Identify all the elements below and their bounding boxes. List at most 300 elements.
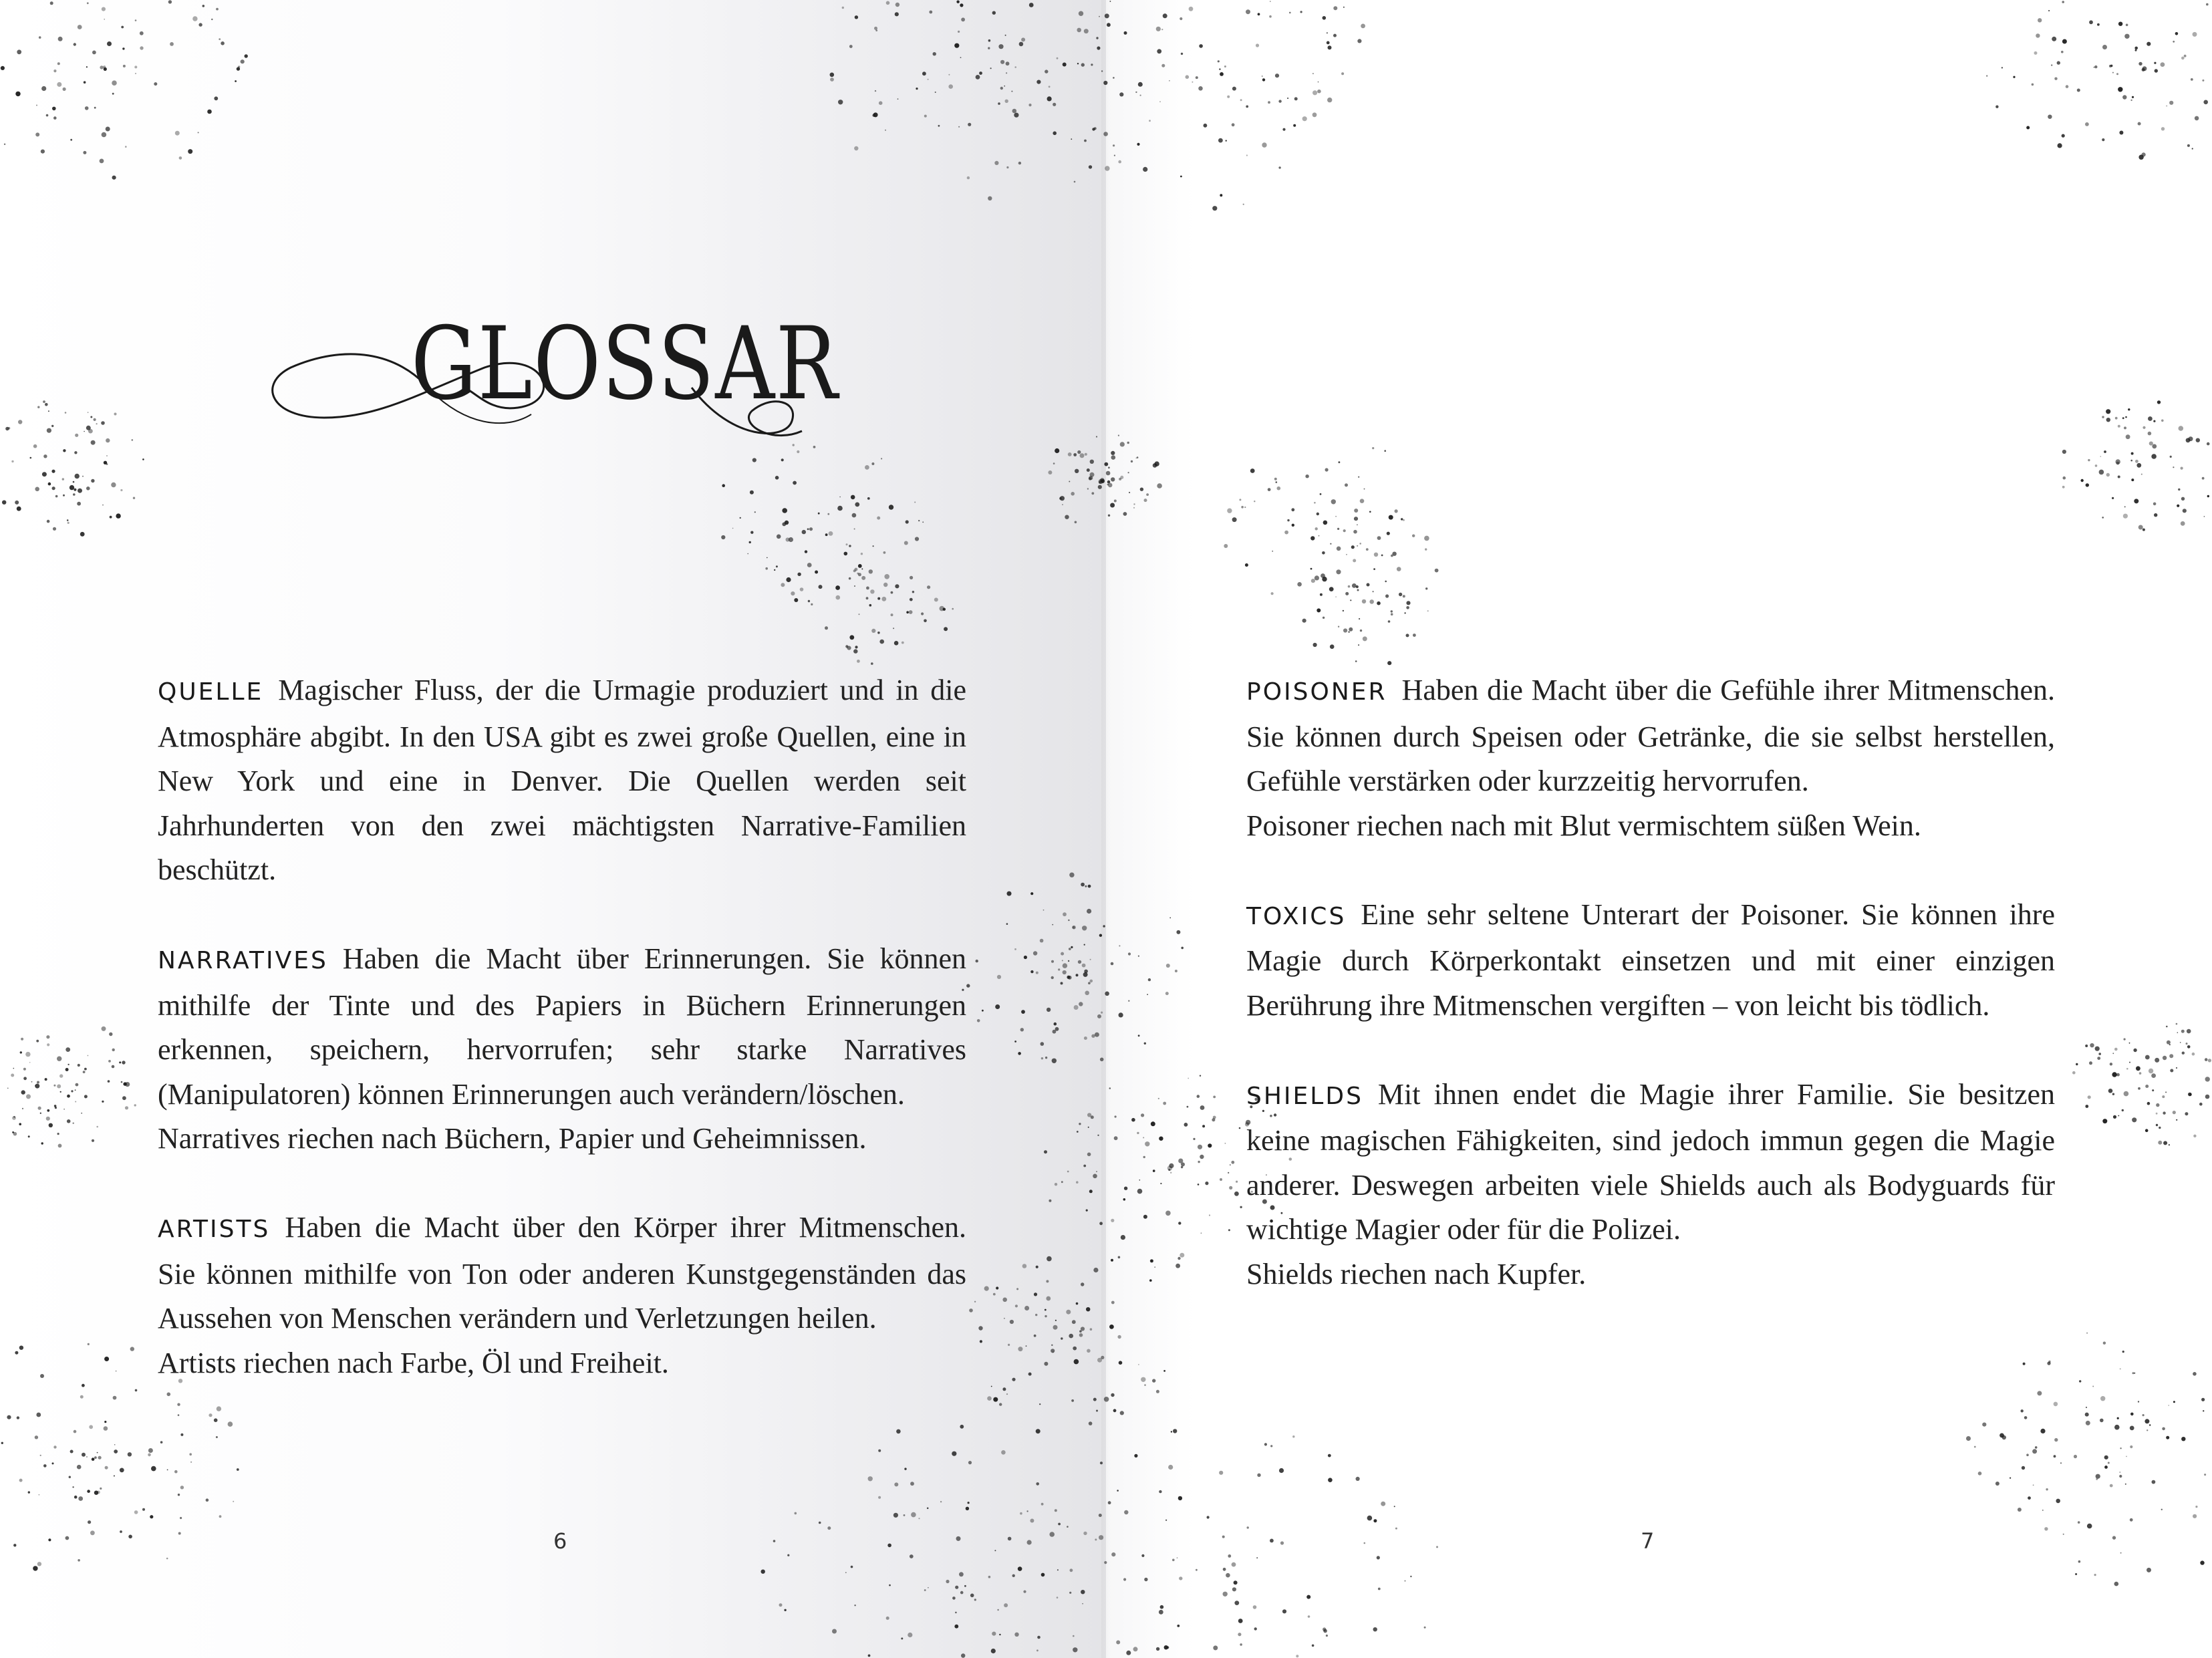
speckle-dot <box>914 502 916 503</box>
speckle-dot <box>78 1064 80 1067</box>
speckle-dot <box>2166 1436 2169 1439</box>
speckle-dot <box>53 116 57 120</box>
speckle-dot <box>966 1507 969 1510</box>
speckle-dot <box>1044 1150 1047 1153</box>
speckle-dot <box>1359 543 1361 545</box>
speckle-dot <box>1262 78 1265 81</box>
speckle-dot <box>67 1095 70 1098</box>
speckle-dot <box>1082 1603 1083 1605</box>
speckle-dot <box>46 1117 50 1121</box>
speckle-dot <box>2122 1109 2124 1111</box>
speckle-dot <box>883 551 886 554</box>
speckle-dot <box>847 646 851 650</box>
speckle-dot <box>63 495 65 497</box>
speckle-dot <box>982 1010 984 1012</box>
speckle-dot <box>1063 963 1067 968</box>
speckle-dot <box>1147 994 1148 995</box>
speckle-dot <box>849 635 854 640</box>
speckle-dot <box>2155 69 2158 72</box>
speckle-dot <box>1002 1387 1006 1391</box>
speckle-dot <box>2124 506 2126 507</box>
speckle-dot <box>1291 508 1294 511</box>
speckle-dot <box>1244 507 1246 508</box>
speckle-dot <box>921 612 924 615</box>
speckle-dot <box>47 1109 49 1112</box>
speckle-dot <box>954 43 959 48</box>
speckle-dot <box>773 1540 776 1542</box>
speckle-dot <box>31 1081 33 1083</box>
speckle-dot <box>1062 504 1063 505</box>
speckle-dot <box>785 521 789 525</box>
speckle-dot <box>865 465 869 470</box>
speckle-dot <box>91 479 94 482</box>
speckle-dot <box>1189 7 1194 11</box>
speckle-dot <box>1053 132 1057 136</box>
speckle-dot <box>887 1544 891 1548</box>
speckle-dot <box>918 1518 920 1519</box>
speckle-dot <box>1029 3 1034 7</box>
speckle-dot <box>1138 82 1143 87</box>
speckle-dot <box>1062 960 1063 961</box>
entry-extra: Narratives riechen nach Büchern, Papier und Geheimnissen. <box>158 1122 867 1155</box>
speckle-dot <box>78 1496 83 1501</box>
speckle-dot <box>938 125 940 127</box>
speckle-dot <box>2112 497 2114 499</box>
speckle-dot <box>1111 962 1114 966</box>
speckle-dot <box>1201 1232 1202 1234</box>
speckle-dot <box>1067 1171 1069 1173</box>
speckle-dot <box>1360 630 1362 632</box>
speckle-dot <box>53 527 56 531</box>
speckle-dot <box>1030 1519 1034 1523</box>
entry-body: Haben die Macht über Erinnerungen. Sie können mithilfe der Tinte und des Papiers in Büchern Erinnerungen erkennen, speichern, hervorrufen; sehr starke Narratives (Manipulatoren) können Erinnerungen auch verändern/löschen. <box>158 942 966 1111</box>
speckle-dot <box>1369 511 1371 513</box>
speckle-dot <box>881 458 882 459</box>
speckle-dot <box>2106 473 2110 476</box>
speckle-dot <box>1350 599 1351 601</box>
speckle-dot <box>912 591 914 593</box>
speckle-dot <box>1241 506 1244 509</box>
speckle-dot <box>21 1038 23 1041</box>
speckle-dot <box>1353 530 1357 534</box>
speckle-dot <box>2142 529 2145 531</box>
speckle-dot <box>2056 1499 2060 1504</box>
speckle-dot <box>819 1522 821 1524</box>
speckle-dot <box>112 80 117 86</box>
speckle-dot <box>868 1655 871 1657</box>
speckle-dot <box>43 1464 47 1468</box>
speckle-dot <box>1137 1132 1139 1134</box>
speckle-dot <box>188 149 192 154</box>
speckle-dot <box>2138 122 2141 126</box>
speckle-dot <box>916 88 918 90</box>
speckle-dot <box>1213 1645 1218 1650</box>
speckle-dot <box>106 438 110 442</box>
speckle-dot <box>2181 57 2185 60</box>
speckle-dot <box>1135 92 1137 93</box>
speckle-dot <box>870 589 874 593</box>
speckle-dot <box>1234 1601 1239 1605</box>
speckle-dot <box>786 577 791 582</box>
speckle-dot <box>1111 451 1115 455</box>
speckle-dot <box>968 123 971 126</box>
speckle-dot <box>786 537 790 541</box>
speckle-dot <box>857 660 860 663</box>
speckle-dot <box>2110 65 2113 67</box>
speckle-dot <box>23 1068 26 1071</box>
speckle-dot <box>151 1466 156 1472</box>
speckle-dot <box>1327 41 1330 45</box>
speckle-dot <box>2028 1496 2031 1500</box>
speckle-dot <box>1319 535 1320 537</box>
speckle-dot <box>1343 610 1344 611</box>
speckle-dot <box>1054 1022 1057 1026</box>
speckle-dot <box>830 78 834 82</box>
speckle-dot <box>2102 138 2104 141</box>
speckle-dot <box>2173 1401 2175 1403</box>
speckle-dot <box>1226 140 1227 141</box>
speckle-dot <box>1096 37 1098 39</box>
speckle-dot <box>42 472 47 476</box>
speckle-dot <box>1027 1540 1032 1544</box>
speckle-dot <box>180 1517 182 1519</box>
speckle-dot <box>75 434 78 437</box>
speckle-dot <box>1372 447 1374 449</box>
speckle-dot <box>94 107 96 109</box>
speckle-dot <box>1425 587 1427 589</box>
speckle-dot <box>1099 1514 1102 1517</box>
speckle-dot <box>1069 481 1070 482</box>
speckle-dot <box>2202 477 2205 480</box>
speckle-dot <box>2058 143 2062 148</box>
speckle-dot <box>2176 1067 2177 1069</box>
speckle-dot <box>2161 420 2164 422</box>
speckle-dot <box>825 533 828 536</box>
speckle-dot <box>2135 49 2137 51</box>
speckle-dot <box>1113 77 1115 79</box>
speckle-dot <box>2035 1446 2038 1449</box>
speckle-dot <box>749 541 751 543</box>
speckle-dot <box>102 7 106 11</box>
speckle-dot <box>1127 442 1129 444</box>
speckle-dot <box>2207 495 2209 497</box>
speckle-dot <box>1330 543 1331 545</box>
speckle-dot <box>2145 1055 2150 1060</box>
speckle-dot <box>2078 1521 2080 1524</box>
speckle-dot <box>104 1426 108 1431</box>
speckle-dot <box>2203 100 2208 105</box>
speckle-dot <box>1180 17 1182 20</box>
speckle-dot <box>1030 892 1033 895</box>
speckle-dot <box>108 1060 111 1063</box>
speckle-dot <box>988 196 992 200</box>
speckle-dot <box>104 1421 106 1423</box>
speckle-dot <box>2094 1574 2096 1576</box>
speckle-dot <box>43 400 45 403</box>
glossary-entry-poisoner <box>1246 668 2055 848</box>
speckle-dot <box>2133 1049 2136 1052</box>
speckle-dot <box>15 501 19 505</box>
speckle-dot <box>1310 568 1312 570</box>
speckle-dot <box>2021 1409 2024 1412</box>
speckle-dot <box>781 458 784 461</box>
speckle-dot <box>53 1445 56 1448</box>
speckle-dot <box>120 489 122 491</box>
speckle-dot <box>1047 1008 1051 1012</box>
speckle-dot <box>2204 1474 2206 1476</box>
speckle-dot <box>1232 123 1235 126</box>
speckle-dot <box>1345 592 1349 595</box>
speckle-dot <box>1021 1010 1025 1014</box>
speckle-dot <box>996 1286 998 1289</box>
speckle-dot <box>35 487 39 492</box>
speckle-dot <box>784 1609 786 1611</box>
speckle-dot <box>1014 948 1016 950</box>
speckle-dot <box>2132 1117 2136 1122</box>
speckle-dot <box>2086 1407 2087 1408</box>
speckle-dot <box>893 628 894 629</box>
speckle-dot <box>2182 1052 2185 1055</box>
speckle-dot <box>1088 885 1091 888</box>
speckle-dot <box>1016 1288 1018 1290</box>
speckle-dot <box>861 568 863 569</box>
speckle-dot <box>1337 547 1341 551</box>
speckle-dot <box>1302 619 1306 623</box>
speckle-dot <box>1099 934 1102 937</box>
speckle-dot <box>1149 120 1151 122</box>
speckle-dot <box>2130 1518 2133 1522</box>
speckle-dot <box>935 92 936 93</box>
speckle-dot <box>25 1052 30 1057</box>
speckle-dot <box>1121 1235 1125 1240</box>
speckle-dot <box>2119 1475 2122 1478</box>
speckle-dot <box>825 626 828 630</box>
speckle-dot <box>844 552 848 556</box>
speckle-dot <box>1213 1096 1216 1099</box>
speckle-dot <box>2136 463 2141 468</box>
speckle-dot <box>2161 1509 2163 1510</box>
speckle-dot <box>954 1625 958 1629</box>
speckle-dot <box>1091 63 1093 65</box>
speckle-dot <box>978 1326 982 1330</box>
speckle-dot <box>219 38 221 40</box>
speckle-dot <box>895 12 899 16</box>
speckle-dot <box>991 1649 996 1653</box>
speckle-dot <box>2149 1069 2153 1073</box>
speckle-dot <box>1053 103 1056 106</box>
speckle-dot <box>1143 1215 1147 1219</box>
speckle-dot <box>1079 1330 1082 1333</box>
speckle-dot <box>1373 568 1375 570</box>
speckle-dot <box>1084 29 1089 33</box>
speckle-dot <box>2180 1042 2181 1043</box>
speckle-dot <box>1015 1304 1018 1307</box>
speckle-dot <box>910 1482 914 1486</box>
speckle-dot <box>1081 63 1085 66</box>
speckle-dot <box>1268 101 1270 104</box>
speckle-dot <box>1427 610 1429 611</box>
speckle-dot <box>2102 416 2104 418</box>
speckle-dot <box>2118 425 2120 428</box>
speckle-dot <box>910 598 913 601</box>
speckle-dot <box>1159 1610 1163 1615</box>
speckle-dot <box>57 1057 61 1061</box>
speckle-dot <box>894 641 899 646</box>
speckle-dot <box>189 1453 192 1456</box>
speckle-dot <box>1090 1328 1093 1331</box>
speckle-dot <box>54 1105 57 1107</box>
speckle-dot <box>1245 563 1248 567</box>
speckle-dot <box>877 597 880 600</box>
speckle-dot <box>1323 1629 1327 1633</box>
speckle-dot <box>1051 976 1054 979</box>
speckle-dot <box>1238 1633 1241 1636</box>
speckle-dot <box>1057 1597 1059 1599</box>
speckle-dot <box>78 25 82 29</box>
speckle-dot <box>1154 461 1159 466</box>
speckle-dot <box>1084 1037 1087 1040</box>
speckle-dot <box>948 74 950 76</box>
speckle-dot <box>1090 460 1094 464</box>
speckle-dot <box>233 1501 234 1502</box>
speckle-dot <box>2179 426 2184 431</box>
speckle-dot <box>37 1081 39 1084</box>
speckle-dot <box>879 640 884 644</box>
speckle-dot <box>1312 73 1314 74</box>
speckle-dot <box>1105 992 1109 996</box>
speckle-dot <box>1171 1431 1172 1432</box>
speckle-dot <box>2169 1144 2170 1145</box>
speckle-dot <box>1109 1325 1114 1329</box>
speckle-dot <box>960 3 963 7</box>
speckle-dot <box>36 105 37 106</box>
speckle-dot <box>154 82 157 86</box>
speckle-dot <box>2134 47 2138 50</box>
speckle-dot <box>952 1597 956 1600</box>
speckle-dot <box>1000 87 1003 90</box>
speckle-dot <box>83 151 86 154</box>
speckle-dot <box>2033 1484 2034 1486</box>
speckle-dot <box>1170 1172 1171 1173</box>
speckle-dot <box>58 1144 62 1148</box>
speckle-dot <box>998 44 1003 49</box>
speckle-dot <box>108 1080 110 1083</box>
speckle-dot <box>842 7 844 9</box>
speckle-dot <box>1218 138 1223 143</box>
speckle-dot <box>1049 1200 1051 1202</box>
speckle-dot <box>101 421 105 425</box>
speckle-dot <box>41 150 45 154</box>
speckle-dot <box>2167 1041 2171 1045</box>
speckle-dot <box>2199 1103 2203 1106</box>
speckle-dot <box>175 131 180 136</box>
speckle-dot <box>955 1612 957 1614</box>
speckle-dot <box>1157 483 1162 489</box>
entry-body: Magischer Fluss, der die Urmagie produziert und in die Atmosphäre abgibt. In den USA gibt es zwei große Quellen, eine in New York und eine in Denver. Die Quellen werden seit Jahrhunderten von den zwei mächtigsten Narrative-Familien beschützt. <box>158 674 966 886</box>
speckle-dot <box>1181 53 1183 55</box>
speckle-dot <box>2205 1058 2208 1061</box>
speckle-dot <box>19 1123 21 1125</box>
speckle-dot <box>67 522 70 524</box>
speckle-dot <box>1141 1377 1145 1382</box>
speckle-dot <box>122 1061 125 1064</box>
speckle-dot <box>1091 1115 1094 1119</box>
speckle-dot <box>1329 587 1334 591</box>
speckle-dot <box>918 520 920 521</box>
speckle-dot <box>960 57 962 58</box>
speckle-dot <box>1232 1587 1236 1591</box>
speckle-dot <box>861 576 865 580</box>
speckle-dot <box>1179 1576 1182 1580</box>
speckle-dot <box>906 520 909 523</box>
speckle-dot <box>901 1637 903 1639</box>
speckle-dot <box>1124 31 1127 35</box>
speckle-dot <box>851 1566 853 1568</box>
speckle-dot <box>1106 471 1111 476</box>
speckle-dot <box>2100 456 2102 457</box>
speckle-dot <box>1073 1647 1077 1652</box>
speckle-dot <box>922 72 926 76</box>
speckle-dot <box>2077 89 2080 92</box>
speckle-dot <box>1111 1552 1115 1556</box>
speckle-dot <box>927 1508 929 1510</box>
speckle-dot <box>2207 442 2210 446</box>
speckle-dot <box>1086 1307 1090 1311</box>
entry-extra: Poisoner riechen nach mit Blut vermischtem süßen Wein. <box>1246 809 1921 842</box>
speckle-dot <box>2100 1396 2105 1401</box>
speckle-dot <box>1055 448 1059 453</box>
speckle-dot <box>1119 92 1123 96</box>
speckle-dot <box>179 156 182 160</box>
speckle-dot <box>1105 13 1109 18</box>
speckle-dot <box>1373 1627 1377 1631</box>
speckle-dot <box>178 1494 180 1496</box>
speckle-dot <box>1166 964 1170 968</box>
speckle-dot <box>55 495 58 498</box>
speckle-dot <box>2048 1361 2050 1363</box>
speckle-dot <box>211 19 213 20</box>
speckle-dot <box>1077 1131 1079 1133</box>
speckle-dot <box>76 1083 79 1087</box>
speckle-dot <box>2054 1455 2056 1458</box>
speckle-dot <box>2032 84 2034 86</box>
speckle-dot <box>2147 42 2151 46</box>
speckle-dot <box>1280 1541 1284 1544</box>
speckle-dot <box>1111 1259 1113 1262</box>
speckle-dot <box>1097 1358 1102 1363</box>
speckle-dot <box>1362 599 1366 603</box>
speckle-dot <box>1224 544 1228 548</box>
speckle-dot <box>28 1491 30 1493</box>
speckle-dot <box>121 1081 123 1083</box>
speckle-dot <box>48 410 49 412</box>
speckle-dot <box>1212 206 1217 211</box>
speckle-dot <box>1228 1554 1231 1558</box>
speckle-dot <box>60 1091 61 1093</box>
speckle-dot <box>807 563 812 567</box>
speckle-dot <box>1005 35 1006 36</box>
speckle-dot <box>2112 1093 2114 1095</box>
speckle-dot <box>1041 1503 1044 1506</box>
glossary-entry-toxics <box>1246 893 2055 1028</box>
speckle-dot <box>2138 1401 2139 1402</box>
speckle-dot <box>1071 138 1072 140</box>
speckle-dot <box>1282 128 1285 131</box>
speckle-dot <box>1225 1143 1226 1144</box>
speckle-dot <box>2102 517 2104 519</box>
speckle-dot <box>2052 37 2056 41</box>
speckle-dot <box>2088 1095 2091 1099</box>
